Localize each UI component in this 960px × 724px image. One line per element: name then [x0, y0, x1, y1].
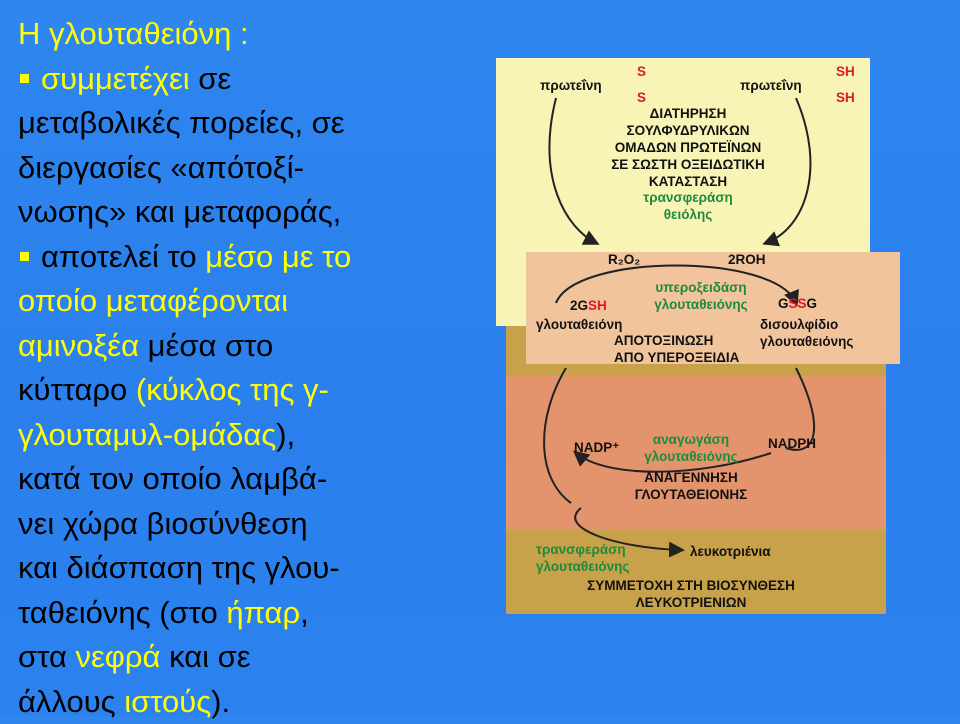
detox-line: ΑΠΟΤΟΞΙΝΩΣΗ — [614, 333, 713, 348]
gsh-prefix: 2G — [570, 298, 588, 313]
text-line: και διάσπαση της γλου- — [18, 546, 488, 591]
gssg-name: δισουλφίδιο — [760, 317, 838, 332]
enzyme-label: αναγωγάση — [616, 432, 766, 447]
s-label: S — [637, 64, 646, 79]
enzyme-label: γλουταθειόνης — [616, 449, 766, 464]
enzyme-label: γλουταθειόνης — [616, 297, 786, 312]
text-line — [18, 413, 488, 458]
highlight: ιστούς — [124, 684, 211, 719]
text: ). — [211, 684, 230, 719]
text: άλλους — [18, 684, 124, 719]
text-line: οποίο μεταφέρονται — [18, 279, 488, 324]
text-line — [18, 591, 488, 636]
biosynth-line: ΛΕΥΚΟΤΡΙΕΝΙΩΝ — [526, 595, 856, 610]
maintain-line: ΚΑΤΑΣΤΑΣΗ — [588, 174, 788, 189]
sh-label: SH — [836, 90, 855, 105]
enzyme-label: τρανσφεράση — [588, 190, 788, 205]
regen-line: ΑΝΑΓΕΝΝΗΣΗ — [616, 470, 766, 485]
bullet-icon — [20, 74, 29, 83]
nadph-label: NADPH — [768, 436, 816, 451]
maintain-line: ΟΜΑΔΩΝ ΠΡΩΤΕΪΝΩΝ — [588, 140, 788, 155]
text: ταθειόνης (στο — [18, 595, 226, 630]
s-label: S — [637, 90, 646, 105]
text-line: νωσης» και μεταφοράς, — [18, 190, 488, 235]
text-line — [18, 324, 488, 369]
regen-line: ΓΛΟΥΤΑΘΕΙΟΝΗΣ — [616, 487, 766, 502]
enzyme-label: τρανσφεράση — [536, 542, 626, 557]
text: σε — [190, 61, 232, 96]
protein-right: πρωτεΐνη — [740, 78, 802, 93]
biosynth-line: ΣΥΜΜΕΤΟΧΗ ΣΤΗ ΒΙΟΣΥΝΘΕΣΗ — [526, 578, 856, 593]
bullet-line-2 — [18, 235, 488, 280]
highlight: συμμετέχει — [41, 61, 190, 96]
text-line — [18, 368, 488, 413]
maintain-line: ΔΙΑΤΗΡΗΣΗ — [588, 106, 788, 121]
highlight: μέσο με το — [205, 239, 351, 274]
text-line — [18, 635, 488, 680]
gssg-part: G — [778, 296, 789, 311]
gssg-part: SS — [789, 296, 807, 311]
text: στα — [18, 639, 75, 674]
text-line: νει χώρα βιοσύνθεση — [18, 502, 488, 547]
text: και σε — [160, 639, 250, 674]
gsh-label — [570, 298, 607, 313]
highlight: (κύκλος της γ- — [136, 372, 329, 407]
text: μέσα στο — [139, 328, 273, 363]
text: , — [300, 595, 309, 630]
highlight: αμινοξέα — [18, 328, 139, 363]
highlight: νεφρά — [75, 639, 160, 674]
text-line — [18, 680, 488, 724]
text-line: διεργασίες «απότοξί- — [18, 146, 488, 191]
text: κύτταρο — [18, 372, 136, 407]
glutathione-diagram — [496, 58, 900, 618]
sh-label: SH — [836, 64, 855, 79]
enzyme-label: θειόλης — [588, 207, 788, 222]
text: αποτελεί το — [41, 239, 205, 274]
r2o2-label: R₂O₂ — [608, 252, 640, 267]
gsh-suffix: SH — [588, 298, 607, 313]
text-line: κατά τον οποίο λαμβά- — [18, 457, 488, 502]
slide-text — [18, 12, 488, 724]
protein-left: πρωτεΐνη — [540, 78, 602, 93]
detox-line: ΑΠΟ ΥΠΕΡΟΞΕΙΔΙΑ — [614, 350, 739, 365]
gssg-name: γλουταθειόνης — [760, 334, 853, 349]
leukotriene-label: λευκοτριένια — [690, 544, 771, 559]
enzyme-label: γλουταθειόνης — [536, 559, 629, 574]
text: ), — [276, 417, 295, 452]
gsh-name: γλουταθειόνη — [536, 317, 622, 332]
slide-title: Η γλουταθειόνη : — [18, 12, 488, 57]
gssg-part: G — [807, 296, 818, 311]
bullet-icon — [20, 252, 29, 261]
nadp-label: NADP⁺ — [574, 440, 619, 456]
maintain-line: ΣΟΥΛΦΥΔΡΥΛΙΚΩΝ — [588, 123, 788, 138]
bullet-line-1 — [18, 57, 488, 102]
arrow-gsh-down — [544, 368, 571, 503]
text-line: μεταβολικές πορείες, σε — [18, 101, 488, 146]
roh-label: 2ROH — [728, 252, 766, 267]
maintain-line: ΣΕ ΣΩΣΤΗ ΟΞΕΙΔΩΤΙΚΗ — [588, 157, 788, 172]
highlight: ήπαρ — [226, 595, 300, 630]
enzyme-label: υπεροξειδάση — [616, 280, 786, 295]
gssg-label — [778, 296, 817, 311]
highlight: γλουταμυλ-ομάδας — [18, 417, 276, 452]
